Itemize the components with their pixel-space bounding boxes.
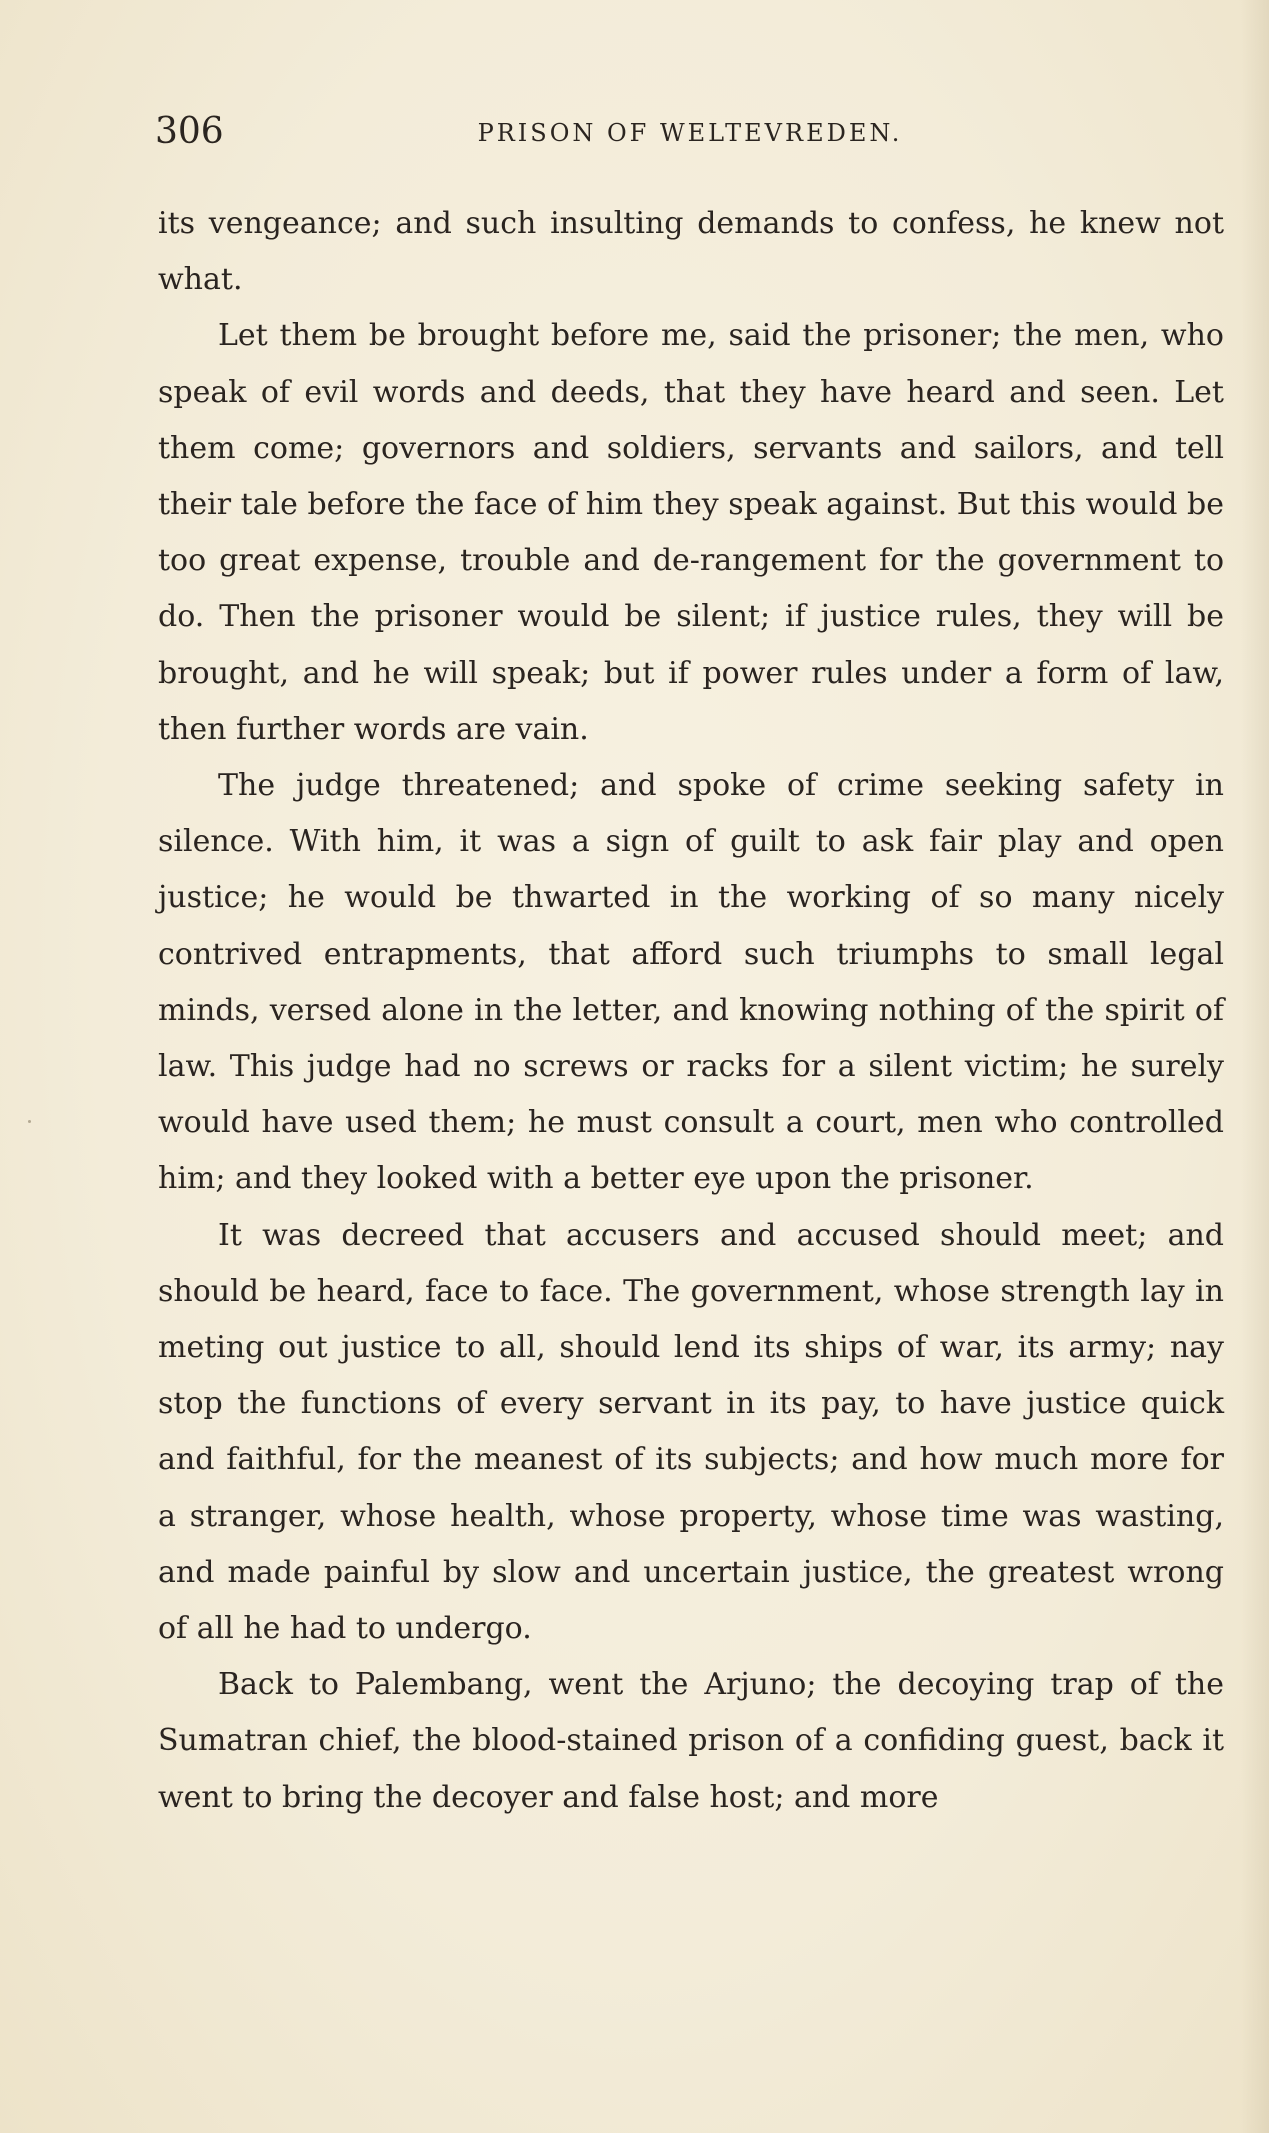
paragraph: It was decreed that accusers and accused should meet; and should be heard, face to face. The government, whose strength lay in meting out justice to all, should lend its ships of war, its army; nay stop the functions of every servant in its pay, to have justice quick and faithful, for the meanest of its subjects; and how much more for a stranger, whose health, whose property, whose time was wasting, and made painful by slow and uncertain justice, the greatest wrong of all he had to undergo. [158,1217,1224,1647]
margin-speck [28,1120,31,1123]
paragraph: The judge threatened; and spoke of crime seeking safety in silence. With him, it was a sign of guilt to ask fair play and open justice; he would be thwarted in the working of so many nicely contrived entrapments, that afford such triumphs to small legal minds, versed alone in the letter, and knowing nothing of the spirit of law. This judge had no screws or racks for a silent victim; he surely would have used them; he must consult a court, men who controlled him; and they looked with a better eye upon the prisoner. [158,768,1224,1197]
paragraph: Back to Palembang, went the Arjuno; the decoying trap of the Sumatran chief, the blood-stained prison of a confiding guest, back it went to bring the decoyer and false host; and more [158,1667,1224,1815]
body-text [158,196,1224,1826]
page-edge-shadow [1241,0,1269,2133]
paragraph-continued: its vengeance; and such insulting demands to confess, he knew not what. [158,206,1224,298]
page-number: 306 [155,111,224,152]
paragraph: Let them be brought before me, said the prisoner; the men, who speak of evil words and deeds, that they have heard and seen. Let them come; governors and soldiers, servants and sailors, and tell their tale before the face of him they speak against. But this would be too great expense, trouble and de-rangement for the government to do. Then the prisoner would be silent; if justice rules, they will be brought, and he will speak; but if power rules under a form of law, then further words are vain. [158,318,1224,747]
running-head: PRISON OF WELTEVREDEN. [477,119,903,147]
page-header [155,112,1225,152]
